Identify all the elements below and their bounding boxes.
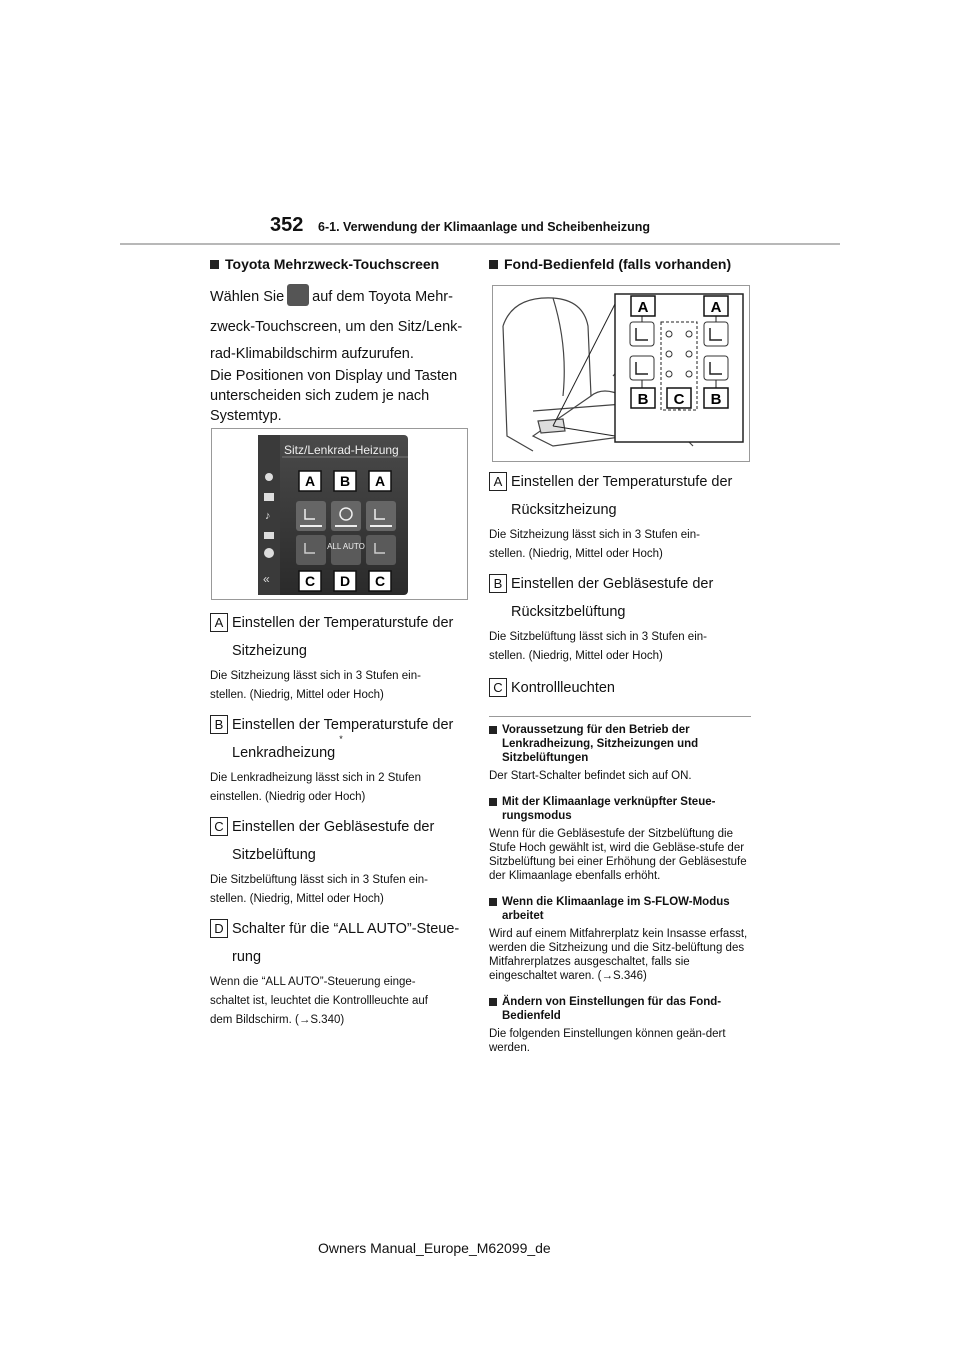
square-bullet-icon <box>210 260 219 269</box>
svg-text:C: C <box>304 573 316 589</box>
touchscreen-figure <box>211 428 468 600</box>
rear-panel-figure <box>492 285 750 462</box>
svg-text:B: B <box>339 473 351 489</box>
all-auto-label: ALL AUTO <box>327 542 365 551</box>
notes-divider <box>489 716 751 717</box>
svg-text:♪: ♪ <box>265 510 271 522</box>
svg-text:B: B <box>637 391 649 408</box>
svg-text:A: A <box>374 473 386 489</box>
square-bullet-icon <box>489 260 498 269</box>
chapter-title: 6-1. Verwendung der Klimaanlage und Scheibenheizung <box>318 220 651 234</box>
square-bullet-icon <box>489 798 497 806</box>
intro-text-4: Die Positionen von Display und Tasten unterscheiden sich zudem je nach Systemtyp. <box>210 368 458 424</box>
square-bullet-icon <box>489 726 497 734</box>
notes-section <box>489 716 751 1055</box>
svg-text:B: B <box>710 391 722 408</box>
header-rule <box>120 243 840 245</box>
note-2: Mit der Klimaanlage verknüpfter Steue-rungsmodus Wenn für die Gebläsestufe der Sitzbelüftung die Stufe Hoch gewählt ist, wird die Gebläse-stufe der Sitzbelüftung bei einer Erhöhung der Gebläsestufe der Klimaanlage ebenfalls erhöht. <box>489 796 747 882</box>
intro-text: Wählen Sie auf dem Toyota Mehr- <box>210 282 472 312</box>
page-number: 352 <box>270 214 304 236</box>
rear-item-a: A Einstellen der Temperaturstufe der Rücksitzheizung Die Sitzheizung lässt sich in 3 Stufen ein- stellen. (Niedrig, Mittel oder Hoch) <box>489 474 733 560</box>
svg-text:C: C <box>673 391 685 408</box>
intro-text-3: rad-Klimabildschirm aufzurufen. <box>210 346 414 362</box>
intro-text-2: zweck-Touchscreen, um den Sitz/Lenk- <box>210 319 463 335</box>
item-c: C Einstellen der Gebläsestufe der Sitzbelüftung Die Sitzbelüftung lässt sich in 3 Stufen ein- stellen. (Niedrig, Mittel oder Hoch) <box>210 819 435 905</box>
rear-item-c: C Kontrollleuchten <box>489 674 751 702</box>
right-items <box>489 468 751 702</box>
note-1: Voraussetzung für den Betrieb der Lenkradheizung, Sitzheizungen und Sitzbelüftungen Der Start-Schalter befindet sich auf ON. <box>489 724 699 782</box>
seat-climate-icon <box>287 284 309 306</box>
svg-text:A: A <box>304 473 316 489</box>
touchscreen-illustration <box>212 429 467 599</box>
left-items <box>210 609 472 1030</box>
screen-title: Sitz/Lenkrad-Heizung <box>284 443 399 457</box>
svg-text:A: A <box>710 299 722 316</box>
item-b: B Einstellen der Temperaturstufe der Lenkradheizung * Die Lenkradheizung lässt sich in 2 Stufen einstellen. (Niedrig oder Hoch) <box>210 717 454 803</box>
left-column <box>210 256 472 426</box>
svg-text:D: D <box>339 573 351 589</box>
footer-text: Owners Manual_Europe_M62099_de <box>318 1240 551 1256</box>
rear-seat-illustration <box>493 286 749 461</box>
section-heading-right: Fond-Bedienfeld (falls vorhanden) <box>489 256 751 272</box>
square-bullet-icon <box>489 898 497 906</box>
square-bullet-icon <box>489 998 497 1006</box>
right-column <box>489 256 751 272</box>
note-4: Ändern von Einstellungen für das Fond-Bedienfeld Die folgenden Einstellungen können geän-dert werden. <box>489 996 726 1054</box>
section-heading: Toyota Mehrzweck-Touchscreen <box>210 256 472 272</box>
item-a: A Einstellen der Temperaturstufe der Sitzheizung Die Sitzheizung lässt sich in 3 Stufen ein- stellen. (Niedrig, Mittel oder Hoch) <box>210 615 454 701</box>
item-d: D Schalter für die “ALL AUTO”-Steue- rung Wenn die “ALL AUTO”-Steuerung einge- schaltet ist, leuchtet die Kontrollleuchte auf dem Bildschirm. (→S.340) <box>210 921 460 1026</box>
svg-text:C: C <box>374 573 386 589</box>
svg-text:A: A <box>637 299 649 316</box>
rear-item-b: B Einstellen der Gebläsestufe der Rücksitzbelüftung Die Sitzbelüftung lässt sich in 3 Stufen ein- stellen. (Niedrig, Mittel oder Hoch) <box>489 576 714 662</box>
svg-text:«: « <box>263 572 270 586</box>
note-3: Wenn die Klimaanlage im S-FLOW-Modus arbeitet Wird auf einem Mitfahrerplatz kein Insasse erfasst, werden die Sitzheizung und die Sitz-belüftung des Mitfahrerplatzes ausgeschaltet, falls sie eingeschaltet waren. (→S.346) <box>489 896 748 982</box>
